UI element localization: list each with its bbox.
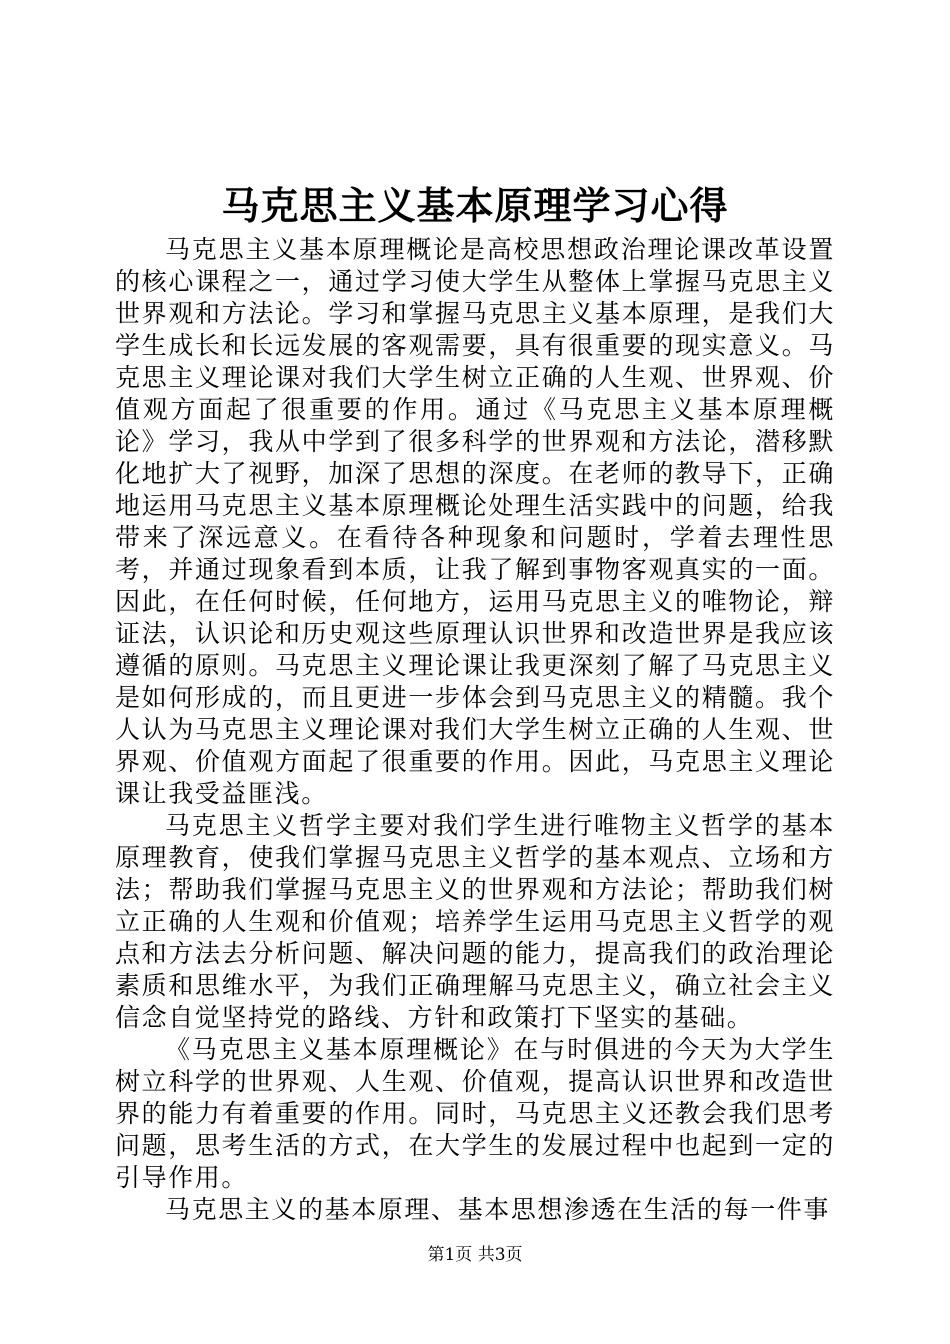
paragraph-1: 马克思主义基本原理概论是高校思想政治理论课改革设置的核心课程之一，通过学习使大学生从整体上掌握马克思主义世界观和方法论。学习和掌握马克思主义基本原理，是我们大学生成长和长远发展的客观需要，具有很重要的现实意义。马克思主义理论课对我们大学生树立正确的人生观、世界观、价值观方面起了很重要的作用。通过《马克思主义基本原理概论》学习，我从中学到了很多科学的世界观和方法论，潜移默化地扩大了视野，加深了思想的深度。在老师的教导下，正确地运用马克思主义基本原理概论处理生活实践中的问题，给我带来了深远意义。在看待各种现象和问题时，学着去理性思考，并通过现象看到本质，让我了解到事物客观真实的一面。因此，在任何时候，任何地方，运用马克思主义的唯物论，辩证法，认识论和历史观这些原理认识世界和改造世界是我应该遵循的原则。马克思主义理论课让我更深刻了解了马克思主义是如何形成的，而且更进一步体会到马克思主义的精髓。我个人认为马克思主义理论课对我们大学生树立正确的人生观、世界观、价值观方面起了很重要的作用。因此，马克思主义理论课让我受益匪浅。 [115,235,835,808]
paragraph-3: 《马克思主义基本原理概论》在与时俱进的今天为大学生树立科学的世界观、人生观、价值观，提高认识世界和改造世界的能力有着重要的作用。同时，马克思主义还教会我们思考问题，思考生活的方式，在大学生的发展过程中也起到一定的引导作用。 [115,1035,835,1192]
paragraph-2: 马克思主义哲学主要对我们学生进行唯物主义哲学的基本原理教育，使我们掌握马克思主义哲学的基本观点、立场和方法；帮助我们掌握马克思主义的世界观和方法论；帮助我们树立正确的人生观和价值观；培养学生运用马克思主义哲学的观点和方法去分析问题、解决问题的能力，提高我们的政治理论素质和思维水平，为我们正确理解马克思主义，确立社会主义信念自觉坚持党的路线、方针和政策打下坚实的基础。 [115,811,835,1032]
page-footer: 第1页 共3页 [427,1245,523,1265]
document-body [115,234,835,1226]
document-title: 马克思主义基本原理学习心得 [221,183,729,228]
paragraph-4: 马克思主义的基本原理、基本思想渗透在生活的每一件事 [165,1195,831,1224]
